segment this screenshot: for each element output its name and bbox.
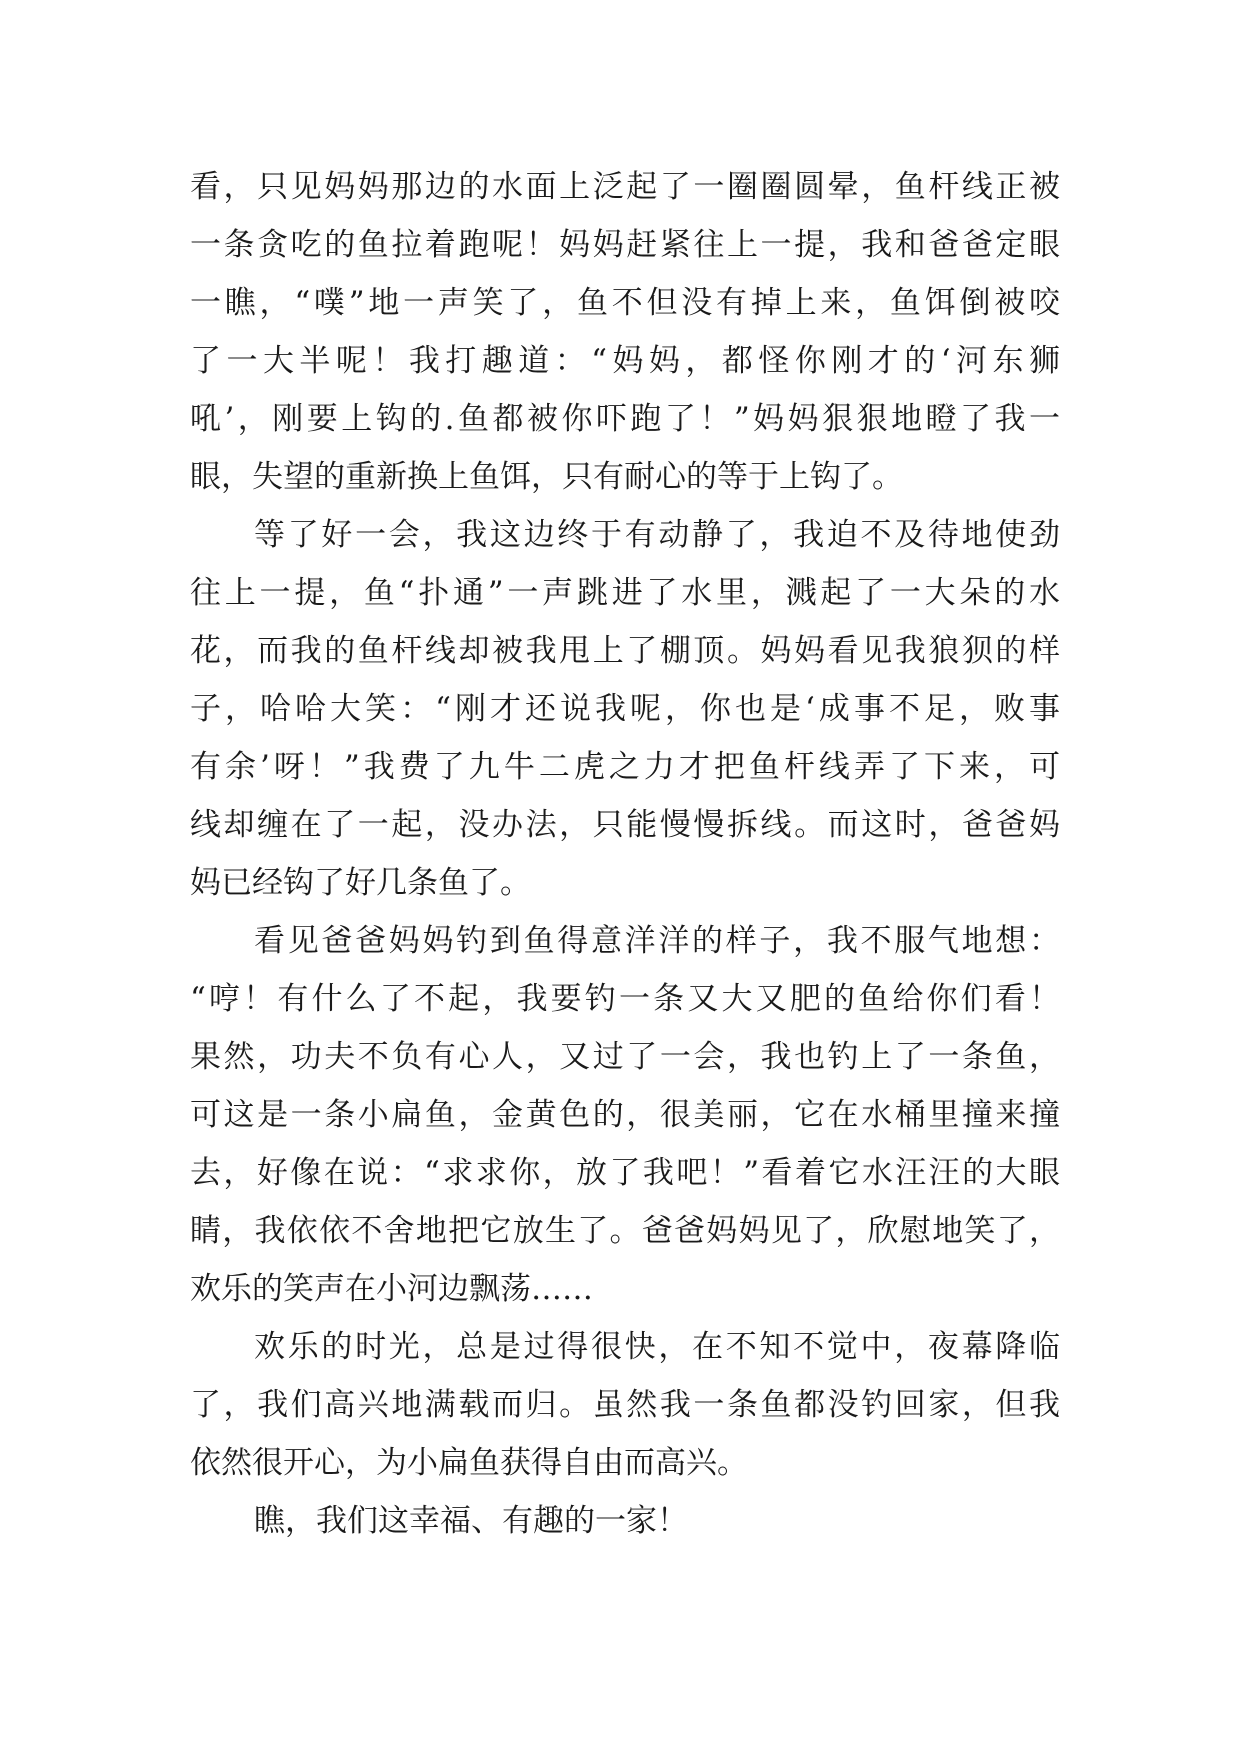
- text-line: 依然很开心，为小扁鱼获得自由而高兴。: [190, 1445, 748, 1481]
- text-line: 了一大半呢！我打趣道：“妈妈，都怪你刚才的‘河东狮: [190, 343, 1060, 379]
- text-line: 有余’呀！”我费了九牛二虎之力才把鱼杆线弄了下来，可: [190, 749, 1060, 785]
- text-line: 花，而我的鱼杆线却被我甩上了棚顶。妈妈看见我狼狈的样: [190, 633, 1060, 669]
- text-line: 一条贪吃的鱼拉着跑呢！妈妈赶紧往上一提，我和爸爸定眼: [190, 227, 1060, 263]
- text-line: 看，只见妈妈那边的水面上泛起了一圈圈圆晕，鱼杆线正被: [190, 169, 1060, 205]
- text-line: 果然，功夫不负有心人，又过了一会，我也钓上了一条鱼，: [190, 1039, 1060, 1075]
- paragraph-4: [190, 1318, 1060, 1492]
- paragraph-3: [190, 912, 1060, 1318]
- text-line: 去，好像在说：“求求你，放了我吧！”看着它水汪汪的大眼: [190, 1155, 1060, 1191]
- text-line: “哼！有什么了不起，我要钓一条又大又肥的鱼给你们看！: [190, 981, 1060, 1017]
- document-body: [190, 158, 1060, 1550]
- text-line: 子，哈哈大笑：“刚才还说我呢，你也是‘成事不足，败事: [190, 691, 1060, 727]
- text-line: 一瞧，“噗”地一声笑了，鱼不但没有掉上来，鱼饵倒被咬: [190, 285, 1060, 321]
- text-line: 睛，我依依不舍地把它放生了。爸爸妈妈见了，欣慰地笑了，: [190, 1213, 1060, 1249]
- text-line: 往上一提，鱼“扑通”一声跳进了水里，溅起了一大朵的水: [190, 575, 1060, 611]
- text-line: 瞧，我们这幸福、有趣的一家！: [254, 1503, 688, 1539]
- text-line: 等了好一会，我这边终于有动静了，我迫不及待地使劲: [254, 517, 1060, 553]
- text-line: 了，我们高兴地满载而归。虽然我一条鱼都没钓回家，但我: [190, 1387, 1060, 1423]
- text-line: 可这是一条小扁鱼，金黄色的，很美丽，它在水桶里撞来撞: [190, 1097, 1060, 1133]
- paragraph-5: [190, 1492, 1060, 1550]
- text-line: 欢乐的笑声在小河边飘荡……: [190, 1271, 593, 1307]
- text-line: 吼’，刚要上钩的.鱼都被你吓跑了！”妈妈狠狠地瞪了我一: [190, 401, 1060, 437]
- text-line: 欢乐的时光，总是过得很快，在不知不觉中，夜幕降临: [254, 1329, 1060, 1365]
- text-line: 眼，失望的重新换上鱼饵，只有耐心的等于上钩了。: [190, 459, 903, 495]
- text-line: 妈已经钩了好几条鱼了。: [190, 865, 531, 901]
- text-line: 线却缠在了一起，没办法，只能慢慢拆线。而这时，爸爸妈: [190, 807, 1060, 843]
- paragraph-1: [190, 158, 1060, 506]
- text-line: 看见爸爸妈妈钓到鱼得意洋洋的样子，我不服气地想：: [254, 923, 1060, 959]
- paragraph-2: [190, 506, 1060, 912]
